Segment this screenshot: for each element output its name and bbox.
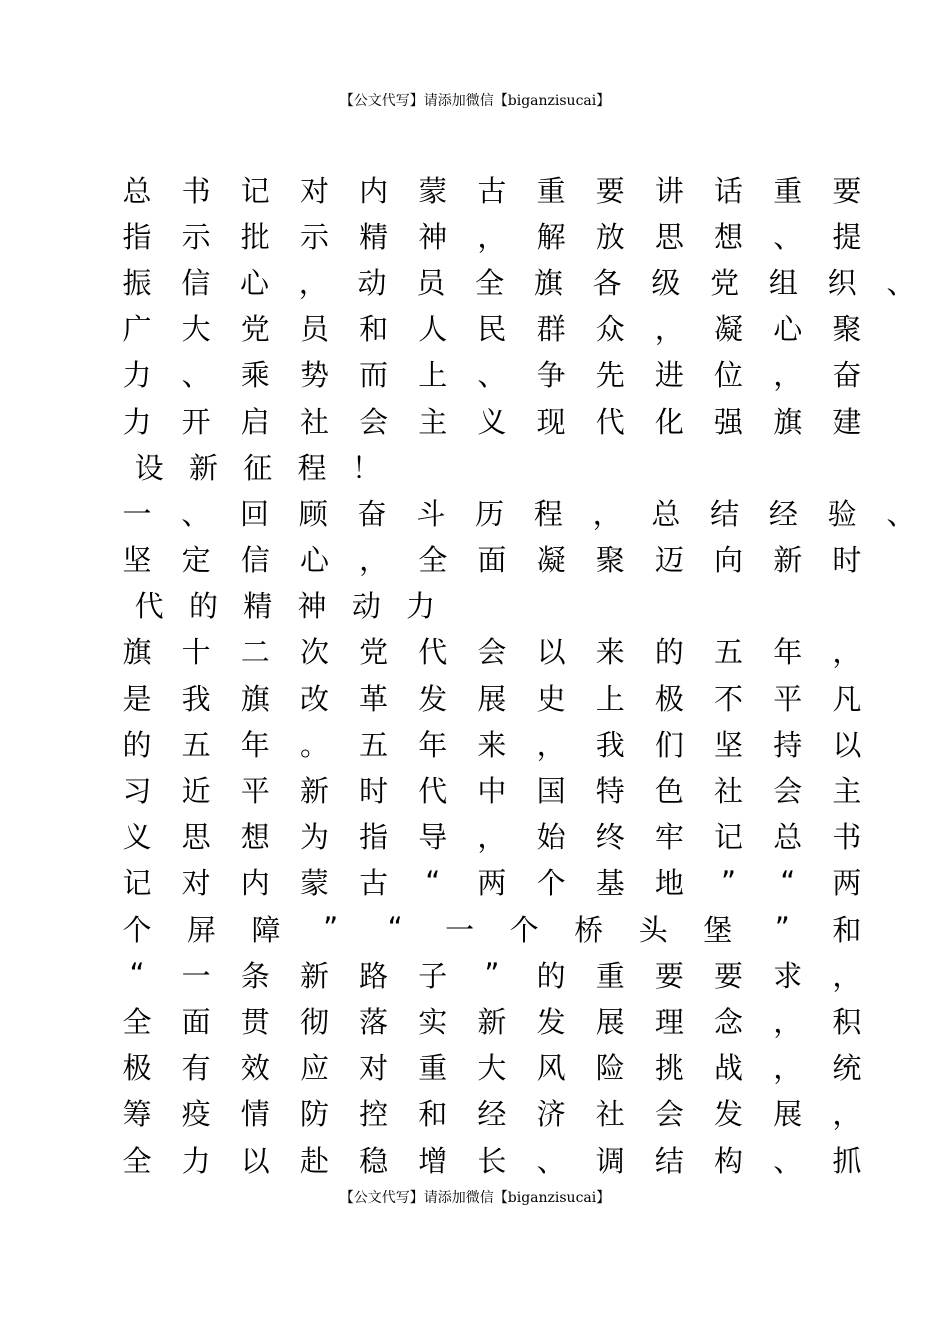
text-glyph: 历 — [475, 496, 505, 531]
text-glyph: 争 — [536, 358, 566, 393]
text-glyph: 话 — [714, 173, 744, 208]
text-glyph: ， — [477, 219, 507, 254]
text-glyph: 色 — [654, 774, 684, 809]
text-glyph: 以 — [832, 727, 862, 762]
text-glyph: 子 — [418, 958, 448, 993]
text-line — [122, 813, 862, 859]
text-glyph: 个 — [509, 912, 539, 947]
text-glyph: 旗 — [122, 635, 152, 670]
text-line — [122, 351, 862, 397]
text-glyph: 实 — [418, 1004, 448, 1039]
text-glyph: 经 — [768, 496, 798, 531]
text-glyph: 提 — [832, 219, 862, 254]
text-glyph: 们 — [654, 727, 684, 762]
text-glyph: 、 — [773, 219, 803, 254]
text-glyph: 、 — [477, 358, 507, 393]
text-glyph: 平 — [240, 774, 270, 809]
text-glyph: 放 — [595, 219, 625, 254]
text-line — [122, 258, 916, 304]
text-line — [122, 628, 862, 674]
text-glyph: 神 — [418, 219, 448, 254]
text-glyph: 示 — [181, 219, 211, 254]
text-glyph: 员 — [299, 312, 329, 347]
text-glyph: 时 — [832, 543, 862, 578]
text-glyph: 为 — [299, 820, 329, 855]
text-glyph: 屏 — [187, 912, 217, 947]
text-glyph: 史 — [536, 681, 566, 716]
text-glyph: 平 — [773, 681, 803, 716]
text-glyph: 强 — [714, 404, 744, 439]
text-glyph: ， — [477, 820, 507, 855]
text-glyph: 重 — [773, 173, 803, 208]
text-glyph: 调 — [595, 1143, 625, 1178]
text-glyph: 精 — [243, 589, 273, 624]
text-glyph: 代 — [418, 774, 448, 809]
text-glyph: 古 — [477, 173, 507, 208]
text-glyph: ， — [592, 496, 622, 531]
text-glyph: 乘 — [240, 358, 270, 393]
text-glyph: 信 — [181, 265, 211, 300]
text-glyph: 长 — [477, 1143, 507, 1178]
text-glyph: 抓 — [832, 1143, 862, 1178]
text-glyph: ， — [832, 1097, 862, 1132]
text-glyph: 而 — [359, 358, 389, 393]
text-glyph: 新 — [477, 1004, 507, 1039]
text-glyph: 、 — [886, 496, 916, 531]
page-header-watermark: 【公文代写】请添加微信【biganzisucai】 — [339, 93, 611, 109]
text-glyph: 革 — [359, 681, 389, 716]
text-line — [122, 443, 862, 489]
text-glyph: 年 — [773, 635, 803, 670]
text-glyph: 念 — [714, 1004, 744, 1039]
text-glyph: 聚 — [595, 543, 625, 578]
text-glyph: 开 — [181, 404, 211, 439]
text-glyph: 求 — [773, 958, 803, 993]
text-glyph: 结 — [710, 496, 740, 531]
text-glyph: 发 — [536, 1004, 566, 1039]
text-glyph: 级 — [651, 265, 681, 300]
text-glyph: 近 — [181, 774, 211, 809]
text-glyph: 古 — [359, 866, 389, 901]
text-glyph: 条 — [240, 958, 270, 993]
text-glyph: 个 — [536, 866, 566, 901]
text-glyph: 心 — [240, 265, 270, 300]
text-glyph: 稳 — [359, 1143, 389, 1178]
text-glyph: 年 — [418, 727, 448, 762]
text-glyph: 发 — [714, 1097, 744, 1132]
text-glyph: 对 — [299, 173, 329, 208]
text-glyph: 十 — [181, 635, 211, 670]
text-glyph: 、 — [886, 265, 916, 300]
text-glyph: 记 — [714, 820, 744, 855]
text-glyph: 两 — [477, 866, 507, 901]
text-glyph: 社 — [595, 1097, 625, 1132]
text-glyph: 疫 — [181, 1097, 211, 1132]
text-glyph: ， — [773, 358, 803, 393]
text-glyph: 二 — [240, 635, 270, 670]
text-glyph: 要 — [654, 958, 684, 993]
text-glyph: 广 — [122, 312, 152, 347]
text-glyph: 代 — [134, 589, 164, 624]
text-glyph: 总 — [773, 820, 803, 855]
text-glyph: 、 — [773, 1143, 803, 1178]
page-footer-watermark: 【公文代写】请添加微信【biganzisucai】 — [339, 1190, 611, 1206]
text-glyph: 力 — [406, 589, 436, 624]
text-glyph: ” — [484, 957, 500, 992]
text-line — [122, 859, 862, 905]
text-glyph: 程 — [297, 450, 327, 485]
text-glyph: 年 — [240, 727, 270, 762]
text-glyph: 发 — [418, 681, 448, 716]
text-glyph: 众 — [595, 312, 625, 347]
text-glyph: 全 — [475, 265, 505, 300]
text-glyph: 桥 — [574, 912, 604, 947]
text-glyph: 主 — [832, 774, 862, 809]
text-glyph: 代 — [418, 635, 448, 670]
text-glyph: 思 — [654, 219, 684, 254]
text-glyph: 党 — [710, 265, 740, 300]
text-glyph: 面 — [181, 1004, 211, 1039]
text-glyph: 改 — [299, 681, 329, 716]
text-glyph: 新 — [299, 958, 329, 993]
text-glyph: 解 — [536, 219, 566, 254]
text-glyph: ” — [774, 911, 790, 946]
text-glyph: 力 — [122, 404, 152, 439]
text-glyph: 先 — [595, 358, 625, 393]
text-line — [122, 212, 862, 258]
text-glyph: ” — [323, 911, 339, 946]
text-glyph: 化 — [654, 404, 684, 439]
text-glyph: 批 — [240, 219, 270, 254]
text-glyph: ， — [773, 1051, 803, 1086]
text-glyph: 。 — [299, 727, 329, 762]
text-glyph: 特 — [595, 774, 625, 809]
text-glyph: 织 — [827, 265, 857, 300]
text-glyph: 和 — [832, 912, 862, 947]
text-line — [122, 951, 862, 997]
text-glyph: 来 — [595, 635, 625, 670]
text-glyph: 内 — [240, 866, 270, 901]
text-glyph: 书 — [181, 173, 211, 208]
text-glyph: ， — [654, 312, 684, 347]
text-glyph: 坚 — [122, 543, 152, 578]
text-glyph: 大 — [181, 312, 211, 347]
text-glyph: 记 — [122, 866, 152, 901]
text-glyph: 效 — [240, 1051, 270, 1086]
text-glyph: 情 — [240, 1097, 270, 1132]
text-glyph: 会 — [654, 1097, 684, 1132]
text-glyph: 的 — [122, 727, 152, 762]
text-glyph: 筹 — [122, 1097, 152, 1132]
text-glyph: 凝 — [536, 543, 566, 578]
text-glyph: 示 — [299, 219, 329, 254]
text-glyph: 以 — [240, 1143, 270, 1178]
text-glyph: 、 — [181, 358, 211, 393]
text-glyph: 动 — [357, 265, 387, 300]
text-line — [122, 1136, 862, 1182]
text-glyph: 要 — [832, 173, 862, 208]
document-body — [122, 166, 916, 1182]
text-glyph: 想 — [714, 219, 744, 254]
text-glyph: 顾 — [298, 496, 328, 531]
text-glyph: 上 — [418, 358, 448, 393]
text-glyph: 两 — [832, 866, 862, 901]
text-glyph: 个 — [122, 912, 152, 947]
text-glyph: ， — [536, 727, 566, 762]
text-glyph: ” — [721, 864, 737, 899]
text-glyph: 心 — [773, 312, 803, 347]
text-glyph: 国 — [536, 774, 566, 809]
text-glyph: 程 — [533, 496, 563, 531]
text-glyph: 地 — [654, 866, 684, 901]
text-glyph: 我 — [595, 727, 625, 762]
text-glyph: 堡 — [703, 912, 733, 947]
text-line — [122, 1090, 862, 1136]
text-glyph: 各 — [592, 265, 622, 300]
text-glyph: 义 — [477, 404, 507, 439]
text-glyph: 风 — [536, 1051, 566, 1086]
text-line — [122, 674, 862, 720]
text-glyph: 凡 — [832, 681, 862, 716]
text-glyph: 精 — [359, 219, 389, 254]
text-glyph: 现 — [536, 404, 566, 439]
text-glyph: 路 — [359, 958, 389, 993]
text-glyph: 迈 — [654, 543, 684, 578]
text-glyph: 上 — [595, 681, 625, 716]
text-glyph: 极 — [122, 1051, 152, 1086]
text-glyph: ！ — [351, 450, 381, 485]
text-glyph: 征 — [243, 450, 273, 485]
text-glyph: 落 — [359, 1004, 389, 1039]
text-glyph: 挑 — [654, 1051, 684, 1086]
text-glyph: 启 — [240, 404, 270, 439]
text-glyph: 心 — [299, 543, 329, 578]
text-glyph: 会 — [359, 404, 389, 439]
text-glyph: 贯 — [240, 1004, 270, 1039]
text-line — [122, 397, 862, 443]
text-glyph: 次 — [299, 635, 329, 670]
text-glyph: ， — [832, 635, 862, 670]
text-line — [122, 166, 862, 212]
text-glyph: 头 — [638, 912, 668, 947]
text-glyph: 导 — [418, 820, 448, 855]
text-glyph: 展 — [595, 1004, 625, 1039]
text-glyph: 力 — [122, 358, 152, 393]
text-glyph: 总 — [122, 173, 152, 208]
text-glyph: 险 — [595, 1051, 625, 1086]
text-glyph: 新 — [773, 543, 803, 578]
text-glyph: 动 — [351, 589, 381, 624]
text-glyph: “ — [425, 864, 441, 899]
text-glyph: 对 — [359, 1051, 389, 1086]
text-glyph: 聚 — [832, 312, 862, 347]
text-glyph: 重 — [536, 173, 566, 208]
text-glyph: 思 — [181, 820, 211, 855]
text-glyph: 基 — [595, 866, 625, 901]
text-glyph: 和 — [418, 1097, 448, 1132]
text-glyph: ， — [359, 543, 389, 578]
text-glyph: 回 — [240, 496, 270, 531]
text-glyph: 信 — [240, 543, 270, 578]
text-glyph: 理 — [654, 1004, 684, 1039]
text-glyph: 一 — [445, 912, 475, 947]
text-glyph: 控 — [359, 1097, 389, 1132]
text-glyph: 凝 — [714, 312, 744, 347]
text-glyph: 极 — [654, 681, 684, 716]
text-glyph: 始 — [536, 820, 566, 855]
text-glyph: 不 — [714, 681, 744, 716]
text-glyph: 我 — [181, 681, 211, 716]
text-glyph: 重 — [595, 958, 625, 993]
text-glyph: 党 — [240, 312, 270, 347]
text-glyph: 的 — [654, 635, 684, 670]
text-glyph: 民 — [477, 312, 507, 347]
text-glyph: 蒙 — [418, 173, 448, 208]
text-glyph: ， — [773, 1004, 803, 1039]
text-glyph: 展 — [773, 1097, 803, 1132]
text-glyph: 赴 — [299, 1143, 329, 1178]
text-glyph: 新 — [188, 450, 218, 485]
text-glyph: 障 — [251, 912, 281, 947]
text-glyph: 会 — [773, 774, 803, 809]
text-glyph: 是 — [122, 681, 152, 716]
text-glyph: 设 — [134, 450, 164, 485]
text-glyph: 终 — [595, 820, 625, 855]
text-glyph: 要 — [714, 958, 744, 993]
text-glyph: 五 — [359, 727, 389, 762]
text-glyph: 经 — [477, 1097, 507, 1132]
text-glyph: 重 — [418, 1051, 448, 1086]
text-glyph: 战 — [714, 1051, 744, 1086]
text-glyph: 持 — [773, 727, 803, 762]
text-glyph: 五 — [714, 635, 744, 670]
text-glyph: 旗 — [533, 265, 563, 300]
text-glyph: ， — [298, 265, 328, 300]
text-glyph: 会 — [477, 635, 507, 670]
text-glyph: 奋 — [357, 496, 387, 531]
text-glyph: 积 — [832, 1004, 862, 1039]
text-glyph: 时 — [359, 774, 389, 809]
text-glyph: 验 — [827, 496, 857, 531]
text-glyph: 、 — [536, 1143, 566, 1178]
text-glyph: 位 — [714, 358, 744, 393]
text-glyph: 奋 — [832, 358, 862, 393]
text-glyph: 神 — [297, 589, 327, 624]
text-glyph: 一 — [122, 496, 152, 531]
text-glyph: “ — [780, 864, 796, 899]
text-glyph: 坚 — [714, 727, 744, 762]
text-glyph: 、 — [181, 496, 211, 531]
text-glyph: 以 — [536, 635, 566, 670]
text-glyph: 蒙 — [299, 866, 329, 901]
text-glyph: 势 — [299, 358, 329, 393]
text-line — [122, 997, 862, 1043]
text-glyph: 组 — [768, 265, 798, 300]
text-glyph: 大 — [477, 1051, 507, 1086]
text-glyph: 群 — [536, 312, 566, 347]
text-line — [122, 766, 862, 812]
text-glyph: 向 — [714, 543, 744, 578]
text-glyph: 内 — [359, 173, 389, 208]
text-line — [122, 582, 862, 628]
text-glyph: 防 — [299, 1097, 329, 1132]
text-glyph: 构 — [714, 1143, 744, 1178]
text-glyph: 指 — [122, 219, 152, 254]
text-glyph: 彻 — [299, 1004, 329, 1039]
text-glyph: 旗 — [240, 681, 270, 716]
text-glyph: 和 — [359, 312, 389, 347]
text-glyph: 面 — [477, 543, 507, 578]
text-glyph: 社 — [714, 774, 744, 809]
text-glyph: 讲 — [654, 173, 684, 208]
text-glyph: 振 — [122, 265, 152, 300]
text-glyph: 牢 — [654, 820, 684, 855]
text-glyph: 一 — [181, 958, 211, 993]
text-glyph: 义 — [122, 820, 152, 855]
text-glyph: 进 — [654, 358, 684, 393]
text-glyph: 定 — [181, 543, 211, 578]
text-glyph: “ — [387, 911, 403, 946]
text-line — [122, 720, 862, 766]
text-glyph: 济 — [536, 1097, 566, 1132]
text-glyph: 的 — [536, 958, 566, 993]
text-glyph: 增 — [418, 1143, 448, 1178]
text-glyph: 旗 — [773, 404, 803, 439]
text-glyph: 力 — [181, 1143, 211, 1178]
text-glyph: 人 — [418, 312, 448, 347]
text-glyph: 总 — [651, 496, 681, 531]
text-glyph: 员 — [416, 265, 446, 300]
text-glyph: 来 — [477, 727, 507, 762]
text-glyph: 全 — [122, 1143, 152, 1178]
text-glyph: 要 — [595, 173, 625, 208]
text-glyph: 建 — [832, 404, 862, 439]
text-glyph: 记 — [240, 173, 270, 208]
text-glyph: 全 — [418, 543, 448, 578]
text-glyph: 统 — [832, 1051, 862, 1086]
text-glyph: 习 — [122, 774, 152, 809]
text-line — [122, 489, 916, 535]
text-glyph: 斗 — [416, 496, 446, 531]
text-line — [122, 1044, 862, 1090]
text-glyph: 结 — [654, 1143, 684, 1178]
text-glyph: ， — [832, 958, 862, 993]
text-glyph: 展 — [477, 681, 507, 716]
text-glyph: 想 — [240, 820, 270, 855]
text-glyph: 社 — [299, 404, 329, 439]
text-line — [122, 536, 862, 582]
text-glyph: 应 — [299, 1051, 329, 1086]
text-glyph: 指 — [359, 820, 389, 855]
text-glyph: 有 — [181, 1051, 211, 1086]
text-glyph: 五 — [181, 727, 211, 762]
text-glyph: 的 — [188, 589, 218, 624]
text-glyph: 新 — [299, 774, 329, 809]
text-glyph: 书 — [832, 820, 862, 855]
text-glyph: 代 — [595, 404, 625, 439]
text-glyph: 对 — [181, 866, 211, 901]
text-line — [122, 905, 862, 951]
text-line — [122, 305, 862, 351]
text-glyph: “ — [129, 957, 145, 992]
text-glyph: 中 — [477, 774, 507, 809]
text-glyph: 主 — [418, 404, 448, 439]
text-glyph: 全 — [122, 1004, 152, 1039]
text-glyph: 党 — [359, 635, 389, 670]
